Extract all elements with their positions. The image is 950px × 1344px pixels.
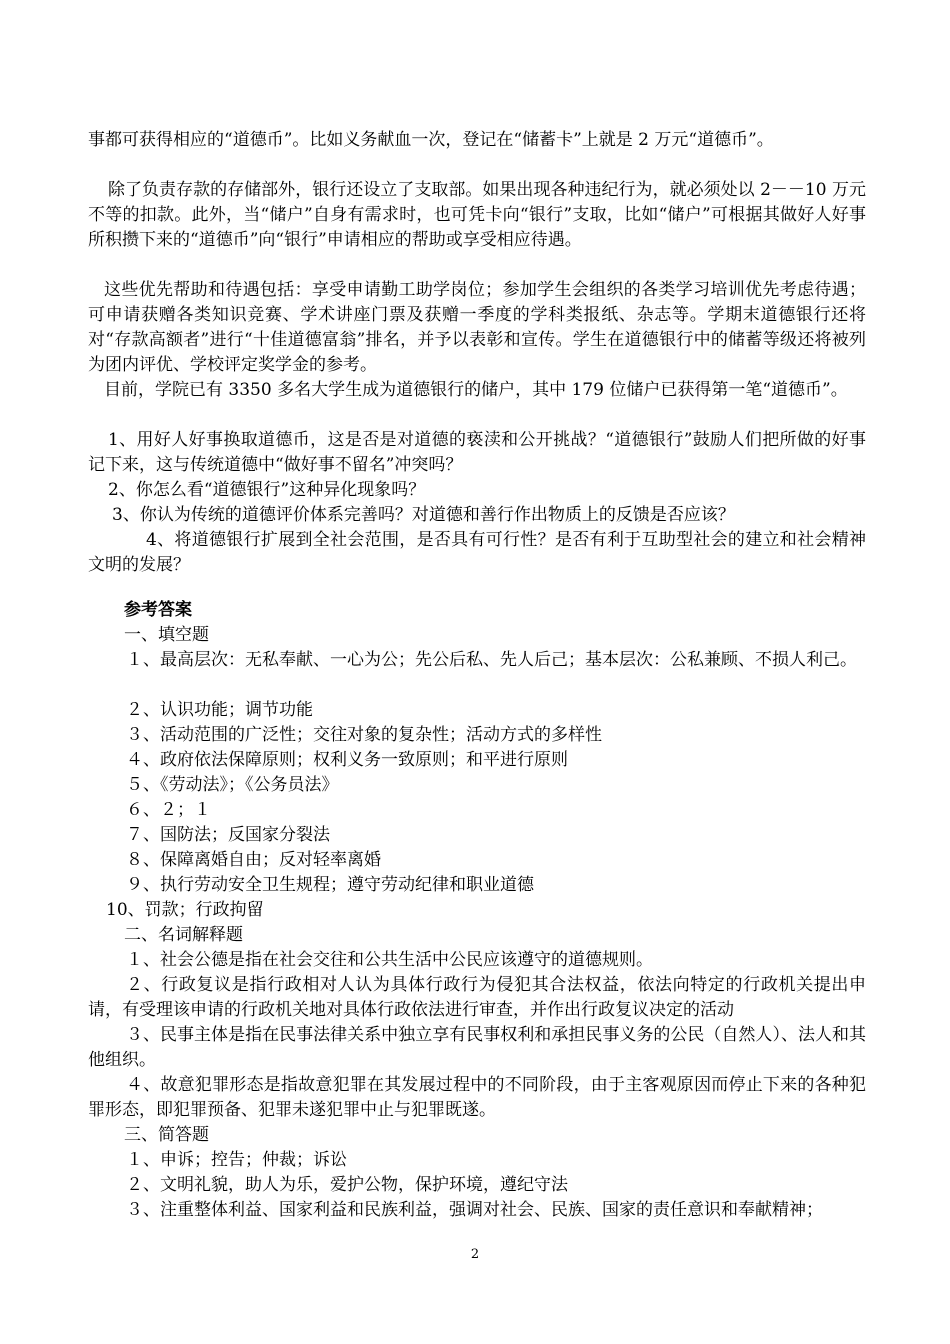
section-heading: 三、简答题 <box>124 1125 209 1145</box>
paragraph: 目前，学院已有 3350 多名大学生成为道德银行的储户，其中 179 位储户已获得第一笔“道德币”。 <box>104 380 848 400</box>
question-1: 1、用好人好事换取道德币，这是否是对道德的亵渎和公开挑战？“道德银行”鼓励人们把所做的好事记下来，这与传统道德中“做好事不留名”冲突吗？ <box>88 430 866 475</box>
answer-item: １、申诉；控告；仲裁；诉讼 <box>126 1150 347 1170</box>
paragraph: 事都可获得相应的“道德币”。比如义务献血一次，登记在“储蓄卡”上就是 2 万元“道德币”。 <box>88 130 774 150</box>
paragraph: 这些优先帮助和待遇包括：享受申请勤工助学岗位；参加学生会组织的各类学习培训优先考虑待遇；可申请获赠各类知识竞赛、学术讲座门票及获赠一季度的学科类报纸、杂志等。学期末道德银行还将对“存款高额者”进行“十佳道德富翁”排名，并予以表彰和宣传。学生在道德银行中的储蓄等级还将被列为团内评优、学校评定奖学金的参考。 <box>88 280 866 375</box>
question-4: 4、将道德银行扩展到全社会范围，是否具有可行性？是否有利于互助型社会的建立和社会精神文明的发展？ <box>88 530 866 575</box>
section-heading: 二、名词解释题 <box>124 925 243 945</box>
page-number: 2 <box>470 1247 480 1262</box>
answer-item: 10、罚款；行政拘留 <box>106 900 264 920</box>
answer-item: １、社会公德是指在社会交往和公共生活中公民应该遵守的道德规则。 <box>126 950 653 970</box>
question-2: 2、你怎么看“道德银行”这种异化现象吗？ <box>108 480 426 500</box>
question-3: 3、你认为传统的道德评价体系完善吗？对道德和善行作出物质上的反馈是否应该？ <box>112 505 735 525</box>
answer-item: ４、政府依法保障原则；权利义务一致原则；和平进行原则 <box>126 750 568 770</box>
answer-item: ７、国防法；反国家分裂法 <box>126 825 330 845</box>
section-heading: 一、填空题 <box>124 625 209 645</box>
answers-title: 参考答案 <box>124 600 192 620</box>
answer-item: ３、注重整体利益、国家利益和民族利益，强调对社会、民族、国家的责任意识和奉献精神； <box>126 1200 823 1220</box>
answer-item: １、最高层次：无私奉献、一心为公；先公后私、先人后己；基本层次：公私兼顾、不损人利己。 <box>126 650 857 670</box>
answer-item: ６、２；１ <box>126 800 211 820</box>
answer-item: ９、执行劳动安全卫生规程；遵守劳动纪律和职业道德 <box>126 875 534 895</box>
answer-item: ３、民事主体是指在民事法律关系中独立享有民事权利和承担民事义务的公民（自然人）、法人和其他组织。 <box>88 1025 866 1070</box>
answer-item: ３、活动范围的广泛性；交往对象的复杂性；活动方式的多样性 <box>126 725 602 745</box>
answer-item: ２、文明礼貌，助人为乐，爱护公物，保护环境，遵纪守法 <box>126 1175 568 1195</box>
answer-item: ２、认识功能；调节功能 <box>126 700 313 720</box>
paragraph: 除了负责存款的存储部外，银行还设立了支取部。如果出现各种违纪行为，就必须处以 2－－10 万元不等的扣款。此外，当“储户”自身有需求时，也可凭卡向“银行”支取，比如“储户”可根据其做好人好事所积攒下来的“道德币”向“银行”申请相应的帮助或享受相应待遇。 <box>88 180 866 250</box>
answer-item: ８、保障离婚自由；反对轻率离婚 <box>126 850 381 870</box>
answer-item: ５、《劳动法》；《公务员法》 <box>126 775 339 795</box>
answer-item: ２、行政复议是指行政相对人认为具体行政行为侵犯其合法权益，依法向特定的行政机关提出申请，有受理该申请的行政机关地对具体行政依法进行审查，并作出行政复议决定的活动 <box>88 975 866 1020</box>
answer-item: ４、故意犯罪形态是指故意犯罪在其发展过程中的不同阶段，由于主客观原因而停止下来的各种犯罪形态，即犯罪预备、犯罪未遂犯罪中止与犯罪既遂。 <box>88 1075 866 1120</box>
